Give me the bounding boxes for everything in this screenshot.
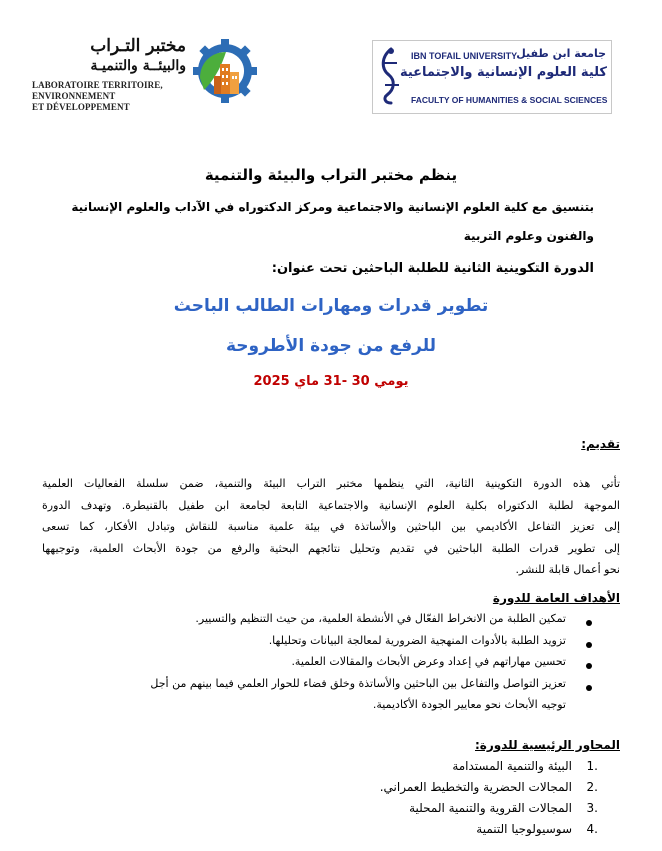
bullet-icon [586,663,592,669]
course-dates: يومي 30 -31 ماي 2025 [253,374,409,389]
axis-number: 4. [586,822,598,836]
faculty-name-ar: كلية العلوم الإنسانية والاجتماعية [399,65,607,80]
axes-heading: المحاور الرئيسية للدورة: [474,738,620,752]
axis-number: 1. [586,759,598,773]
faculty-university-en: IBN TOFAIL UNIVERSITY [411,51,518,61]
coordination-line-2: والفنون وعلوم التربية [463,229,594,243]
intro-line: تأتي هذه الدورة التكوينية الثانية، التي ينظمها مختبر التراب البيئة والتنمية، ضمن سلسلة الفعاليات العلمية [42,477,620,490]
organizer-line: ينظم مختبر التراب والبيئة والتنمية [204,166,458,184]
lab-name-ar-line1: مختبر التـراب [90,36,186,56]
axis-label: المجالات الحضرية والتخطيط العمراني. [379,780,572,794]
lab-emblem-icon [192,38,258,104]
intro-heading: تقديم: [581,437,620,451]
intro-line: الموجهة لطلبة الدكتوراه بكلية العلوم الإنسانية والاجتماعية التابعة لجامعة ابن طفيل بالقنيطرة. وتهدف الدورة [42,499,620,512]
lab-name-fr-line1: LABORATOIRE TERRITOIRE, [32,80,163,90]
bullet-icon [586,685,592,691]
intro-line: إلى تعزيز التفاعل الأكاديمي بين الباحثين والأساتذة في بيئة علمية مناسبة للنقاش وتبادل الأفكار، كما تسعى [42,520,620,533]
axis-label: البيئة والتنمية المستدامة [452,759,572,773]
coordination-line-1: بتنسيق مع كلية العلوم الإنسانية والاجتماعية ومركز الدكتوراه في الآداب والعلوم الإنسانية [71,200,594,214]
faculty-name-en: FACULTY OF HUMANITIES & SOCIAL SCIENCES [411,95,608,105]
lab-name-fr-line3: ET DÉVELOPPEMENT [32,102,130,112]
objective-item: تزويد الطلبة بالأدوات المنهجية الضرورية لمعالجة البيانات وتحليلها. [268,634,566,647]
bullet-icon [586,620,592,626]
course-intro: الدورة التكوينية الثانية للطلبة الباحثين تحت عنوان: [271,261,594,276]
course-title-line-2: للرفع من جودة الأطروحة [225,336,437,356]
course-title-line-1: تطوير قدرات ومهارات الطالب الباحث [173,296,489,316]
intro-line: إلى تطوير قدرات الطلبة الباحثين في تقديم وتحليل نتائجهم البحثية والرفع من جودة الأبحاث العلمية، وتوجيهها [42,542,620,555]
axis-label: المجالات القروية والتنمية المحلية [409,801,572,815]
faculty-university-ar: جامعة ابن طفيل [516,47,606,60]
objective-item: تمكين الطلبة من الانخراط الفعّال في الأنشطة العلمية، من حيث التنظيم والتسيير. [195,612,566,625]
intro-line: نحو أعمال قابلة للنشر. [515,563,620,576]
objective-item: تحسين مهاراتهم في إعداد وعرض الأبحاث والمقالات العلمية. [291,655,566,668]
objectives-heading: الأهداف العامة للدورة [492,591,620,605]
lab-logo [28,36,260,116]
objective-item: تعزيز التواصل والتفاعل بين الباحثين والأساتذة وخلق فضاء للحوار العلمي فيما بينهم من أجل [150,677,566,690]
lab-name-fr-line2: ENVIRONNEMENT [32,91,116,101]
axis-label: سوسيولوجيا التنمية [476,822,572,836]
axis-number: 2. [586,780,598,794]
lab-name-ar-line2: والبيئــة والتنميـة [90,58,186,74]
faculty-logo [372,40,612,114]
objective-item-continuation: توجيه الأبحاث نحو معايير الجودة الأكاديمية. [372,698,566,711]
bullet-icon [586,642,592,648]
axis-number: 3. [586,801,598,815]
